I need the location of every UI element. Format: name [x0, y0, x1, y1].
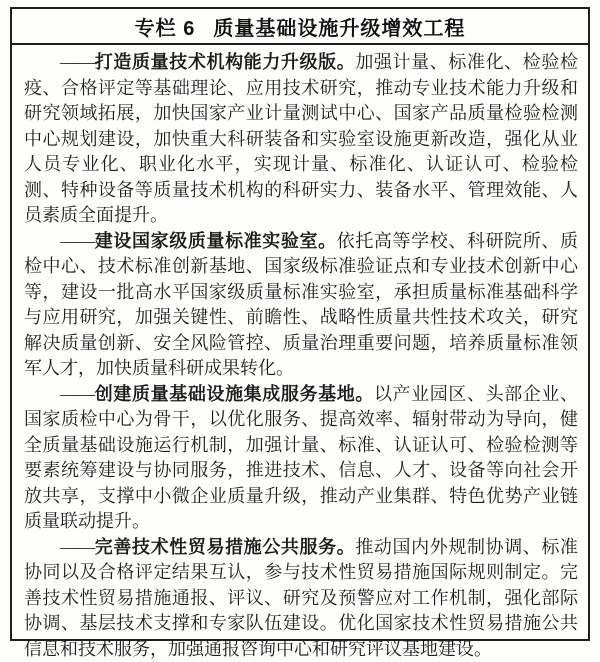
paragraph-3-lead: 创建质量基础设施集成服务基地。: [94, 384, 374, 404]
box-title: [12, 9, 588, 45]
paragraph-1-lead: 打造质量技术机构能力升级版。: [94, 52, 355, 72]
paragraph-2-lead: 建设国家级质量标准实验室。: [94, 231, 337, 251]
box-body: [12, 45, 588, 662]
paragraph-1: [24, 50, 578, 229]
box-title-text: 质量基础设施升级增效工程: [213, 12, 465, 41]
paragraph-2-dash: ——: [60, 231, 94, 251]
paragraph-1-dash: ——: [60, 52, 94, 72]
paragraph-4-body: 推动国内外规制协调、标准协同以及合格评定结果互认，参与技术性贸易措施国际规则制定。完善技术性贸易措施通报、评议、研究及预警应对工作机制，强化部际协调、基层技术支撑和专家队伍建设。优化国家技术性贸易措施公共信息和技术服务，加强通报咨询中心和研究评议基地建设。: [24, 537, 578, 659]
paragraph-1-body: 加强计量、标准化、检验检疫、合格评定等基础理论、应用技术研究，推动专业技术能力升级和研究领域拓展，加快国家产业计量测试中心、国家产品质量检验检测中心规划建设，加快重大科研装备和实验室设施更新改造，强化从业人员专业化、职业化水平，实现计量、标准化、认证认可、检验检测、特种设备等质量技术机构的科研实力、装备水平、管理效能、人员素质全面提升。: [24, 52, 578, 225]
paragraph-3-body: 以产业园区、头部企业、国家质检中心为骨干，以优化服务、提高效率、辐射带动为导向，健全质量基础设施运行机制，加强计量、标准、认证认可、检验检测等要素统筹建设与协同服务，推进技术、信息、人才、设备等向社会开放共享，支撑中小微企业质量升级，推动产业集群、特色优势产业链质量联动提升。: [24, 384, 578, 532]
paragraph-4-lead: 完善技术性贸易措施公共服务。: [94, 537, 355, 557]
paragraph-3: [24, 382, 578, 535]
box-title-label: 专栏 6: [135, 12, 196, 41]
paragraph-4-dash: ——: [60, 537, 94, 557]
paragraph-2-body: 依托高等学校、科研院所、质检中心、技术标准创新基地、国家级标准验证点和专业技术创新中心等，建设一批高水平国家级质量标准实验室，承担质量标准基础科学与应用研究，加强关键性、前瞻性、战略性质量共性技术攻关，研究解决质量创新、安全风险管控、质量治理重要问题，培养质量标准领军人才，加快质量科研成果转化。: [24, 231, 578, 379]
paragraph-4: [24, 535, 578, 662]
paragraph-3-dash: ——: [60, 384, 94, 404]
callout-box: [10, 7, 590, 641]
paragraph-2: [24, 229, 578, 382]
